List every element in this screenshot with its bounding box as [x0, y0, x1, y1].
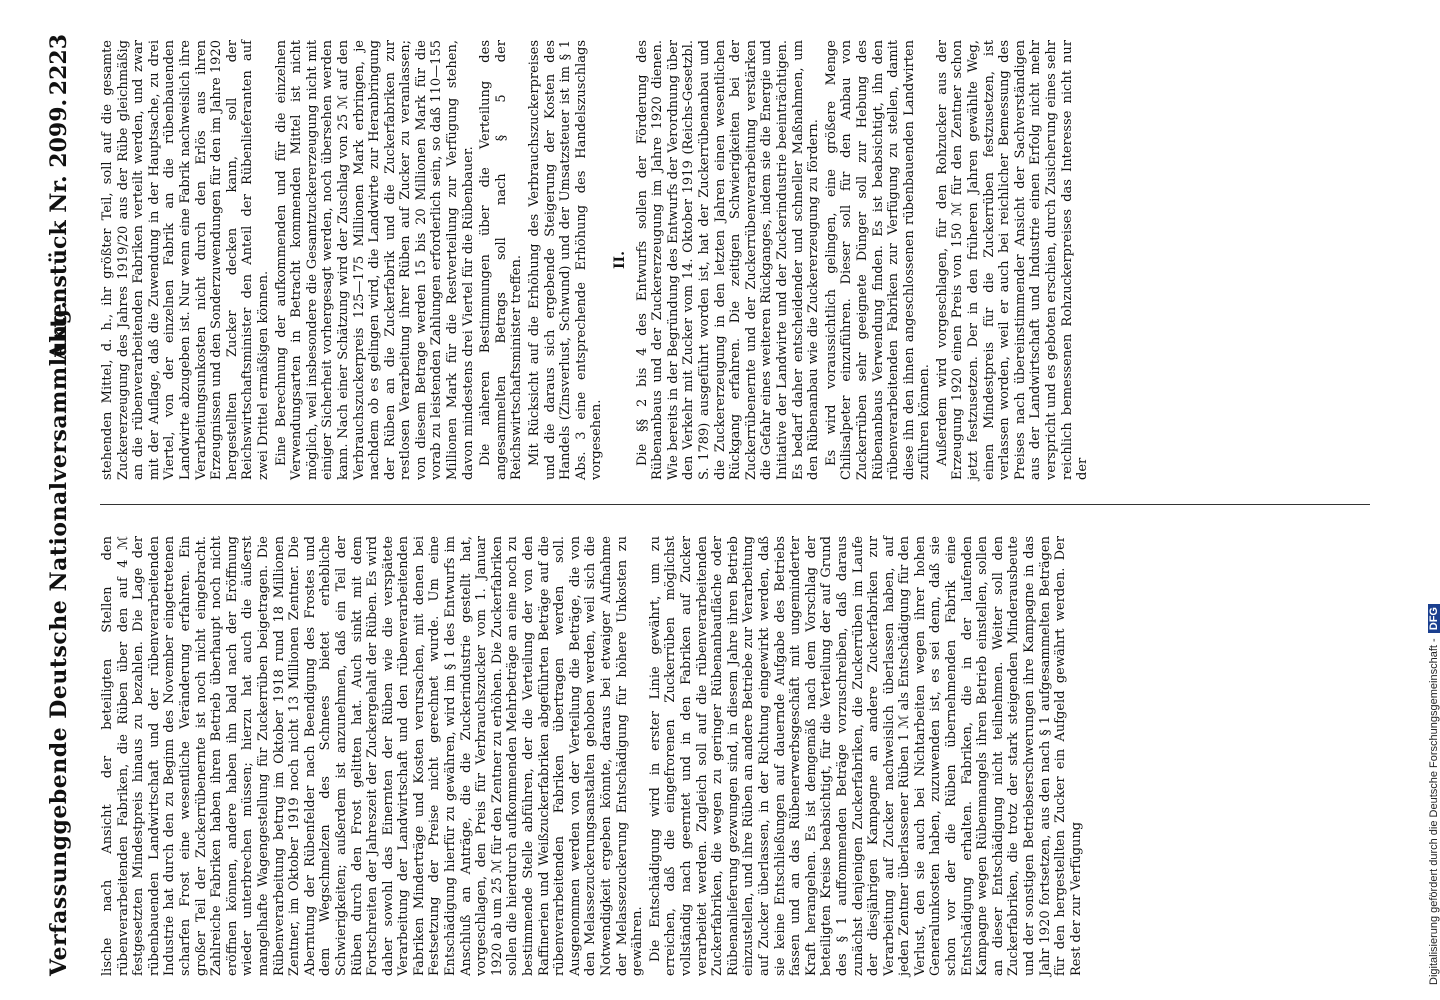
document-number: Aktenstück Nr. 2099.: [46, 98, 72, 360]
section-heading: II.: [612, 251, 628, 269]
paragraph: Außerdem wird vorgeschlagen, für den Rohzucker aus der Erzeugung 1920 einen Preis von 150 ℳ für den Zentner schon jetzt festzusetzen. Der in den früheren Jahren gewählte Weg, einen Mindestpreis für die Zuckerrüben festzusetzen, ist verlassen worden, weil er auch bei reichlicher Bemessung des Preises nach übereinstimmender Ansicht der Sachverständigen aus der Landwirtschaft und Industrie einen Erfolg nicht mehr verspricht und es geboten erschien, durch Zusicherung eines sehr reichlich bemessenen Rohzuckerpreises das Interesse nicht nur der: [934, 40, 1091, 480]
paragraph: Eine Berechnung der aufkommenden und für die einzelnen Verwendungsarten in Betracht kommenden Mittel ist nicht möglich, weil insbesondere die Gesamtzuckererzeugung nicht mit einiger Sicherheit vorhergesagt werden, noch übersehen werden kann. Nach einer Schätzung wird der Zuschlag von 25 ℳ auf den Verbrauchszuckerpreis 125—175 Millionen Mark erbringen, je nachdem ob es gelingen wird, die Landwirte zur Heranbringung der Rüben an die Zuckerfabrik und die Zuckerfabriken zur restlosen Verarbeitung ihrer Rüben auf Zucker zu veranlassen; von diesem Betrage werden 15 bis 20 Millionen Mark für die vorab zu leistenden Zahlungen erforderlich sein, so daß 110—155 Millionen Mark für die Restverteilung zur Verfügung stehen, davon mindestens drei Viertel für die Rübenbauer.: [273, 40, 476, 480]
document-page: [40, 30, 1385, 980]
page-header: [40, 30, 92, 980]
paragraph: Es wird voraussichtlich gelingen, eine größere Menge Chilisalpeter einzuführen. Dieser soll für den Anbau von Zuckerrüben sehr geeignete Dünger soll zur Hebung des Rübenanbaus Verwendung finden. Es ist beabsichtigt, ihn den rübenverarbeitenden Fabriken zur Verfügung zu stellen, damit diese ihn den ihnen angeschlossenen rübenbauenden Landwirten zuführen können.: [823, 40, 933, 480]
credit-text: Digitalisierung gefördert durch die Deutsche Forschungsgemeinschaft -: [1428, 638, 1440, 985]
digitization-credit: [1428, 604, 1440, 985]
right-column: [100, 40, 1380, 480]
dfg-logo: DFG: [1428, 604, 1440, 633]
paragraph: Die §§ 2 bis 4 des Entwurfs sollen der Förderung des Rübenanbaus und der Zuckererzeugung im Jahre 1920 dienen. Wie bereits in der Begründung des Entwurfs der Verordnung über den Verkehr mit Zucker vom 14. Oktober 1919 (Reichs-Gesetzbl. S. 1789) ausgeführt worden ist, hat der Zuckerrübenanbau und die Zuckererzeugung in den letzten Jahren einen wesentlichen Rückgang erfahren. Die zeitigen Schwierigkeiten bei der Zuckerrübenernte und der Zuckerrübenverarbeitung verstärken die Gefahr eines weiteren Rückganges, indem sie die Energie und Initiative der Landwirte und der Zuckerindustrie beeinträchtigen. Es bedarf daher entscheidender und schneller Maßnahmen, um den Rübenanbau wie die Zuckererzeugung zu fördern.: [634, 40, 822, 480]
paragraph: Mit Rücksicht auf die Erhöhung des Verbrauchszuckerpreises und die daraus sich ergebende Steigerung der Kosten des Handels (Zinsverlust, Schwund) und der Umsatzsteuer ist im § 1 Abs. 3 eine entsprechende Erhöhung des Handelszuschlags vorgesehen.: [527, 40, 605, 480]
paragraph: stehenden Mittel, d. h., ihr größter Teil, soll auf die gesamte Zuckererzeugung des Jahres 1919/20 aus der Rübe gleichmäßig an die rübenverarbeitenden Fabriken verteilt werden, und zwar mit der Auflage, daß die Zuwendung in der Hauptsache, zu drei Viertel, von der einzelnen Fabrik an die rübenbauenden Landwirte abzugeben ist. Nur wenn eine Fabrik nachweislich ihre Verarbeitungsunkosten nicht durch den Erlös aus ihren Erzeugnissen und den Sonderzuwendungen für den im Jahre 1920 hergestellten Zucker decken kann, soll der Reichswirtschaftsminister den Anteil der Rübenlieferanten auf zwei Drittel ermäßigen können.: [100, 40, 271, 480]
page-number: 2223: [46, 34, 72, 96]
paragraph: Die Entschädigung wird in erster Linie gewährt, um zu erreichen, daß die eingefrorenen Zuckerrüben möglichst vollständig nach geerntet und in den Fabriken auf Zucker verarbeitet werden. Zugleich soll auf die rübenverarbeitenden Zuckerfabriken, die wegen zu geringer Rübenanbaufläche oder Rübenanlieferung gezwungen sind, in diesem Jahre ihren Betrieb einzustellen, und ihre Rüben an andere Betriebe zur Verarbeitung auf Zucker überlassen, in der Richtung eingewirkt werden, daß sie keine Entschließungen auf dauernde Aufgabe des Betriebs fassen und an das Rübenerwerbsgeschäft mit ungeminderter Kraft herangehen. Es ist demgemäß nach dem Vorschlag der beteiligten Kreise beabsichtigt, für die Verteilung der auf Grund des § 1 auffommenden Beträge vorzuschreiben, daß daraus zunächst denjenigen Zuckerfabriken, die Zuckerrüben im Laufe der diesjährigen Kampagne an andere Zuckerfabriken zur Verarbeitung auf Zucker nachweislich überlassen haben, auf jeden Zentner überlassener Rüben 1 ℳ als Entschädigung für den Verlust, den sie auch bei Nichtarbeiten wegen ihrer hohen Generalunkosten haben, zuzuwenden ist, es sei denn, daß sie schon vor der die Rüben übernehmenden Fabrik eine Entschädigung erhalten. Fabriken, die in der laufenden Kampagne wegen Rübenmangels ihren Betrieb einstellen, sollen an dieser Entschädigung nicht teilnehmen. Weiter soll den Zuckerfabriken, die trotz der stark steigenden Minderausbeute und der sonstigen Betriebserschwerungen ihre Kampagne in das Jahr 1920 fortsetzen, aus den nach § 1 aufgesammelten Beträgen für den hergestellten Zucker ein Aufgeld gewährt werden. Der Rest der zur Verfügung: [647, 536, 1084, 976]
paragraph: lische nach Ansicht der beteiligten Stellen den rübenverarbeitenden Fabriken, die Rüben über den auf 4 ℳ festgesetzten Mindestpreis hinaus zu bezahlen. Die Lage der rübenbauenden Landwirtschaft und der rübenverarbeitenden Industrie hat durch den zu Beginn des November eingetretenen scharfen Frost eine wesentliche Veränderung erfahren. Ein großer Teil der Zuckerrübenernte ist noch nicht eingebracht. Zahlreiche Fabriken haben ihren Betrieb überhaupt noch nicht eröffnen können, andere haben ihn bald nach der Eröffnung wieder unterbrechen müssen; hierzu hat auch die äußerst mangelhafte Wagengestellung für Zuckerrüben beigetragen. Die Rübenverarbeitung betrug im Oktober 1918 rund 18 Millionen Zentner, im Oktober 1919 noch nicht 13 Millionen Zentner. Die Aberntung der Rübenfelder nach Beendigung des Frostes und dem Wegschmelzen des Schnees bietet erhebliche Schwierigkeiten; außerdem ist anzunehmen, daß ein Teil der Rüben durch den Frost gelitten hat. Auch sinkt mit dem Fortschreiten der Jahreszeit der Zuckergehalt der Rüben. Es wird daher sowohl das Einernten der Rüben wie die verspätete Verarbeitung der Landwirtschaft und den rübenverarbeitenden Fabriken Minderträge und Kosten verursachen, mit denen bei Festsetzung der Preise nicht gerechnet wurde. Um eine Entschädigung hierfür zu gewähren, wird im § 1 des Entwurfs im Anschluß an Anträge, die die Zuckerindustrie gestellt hat, vorgeschlagen, den Preis für Verbrauchszucker vom 1. Januar 1920 ab um 25 ℳ für den Zentner zu erhöhen. Die Zuckerfabriken sollen die hierdurch aufkommenden Mehrbeträge an eine noch zu bestimmende Stelle abführen, der die Verteilung der von den Raffinerien und Weißzuckerfabriken abgeführten Beträge auf die rübenverarbeitenden Fabriken übertragen werden soll. Ausgenommen werden von der Verteilung die Beträge, die von den Melassezuckerungsanstalten gehoben werden, weil sich die Notwendigkeit ergeben könnte, daraus bei etwaiger Aufnahme der Melassezuckerung Entschädigung für höhere Unkosten zu gewähren.: [100, 536, 646, 976]
column-divider: [100, 504, 1370, 505]
left-column: [100, 536, 1380, 976]
running-title: Verfassunggebende Deutsche Nationalversammlung.: [46, 300, 72, 976]
paragraph: Die näheren Bestimmungen über die Verteilung des angesammelten Betrags soll nach § 5 der Reichswirtschaftsminister treffen.: [478, 40, 525, 480]
